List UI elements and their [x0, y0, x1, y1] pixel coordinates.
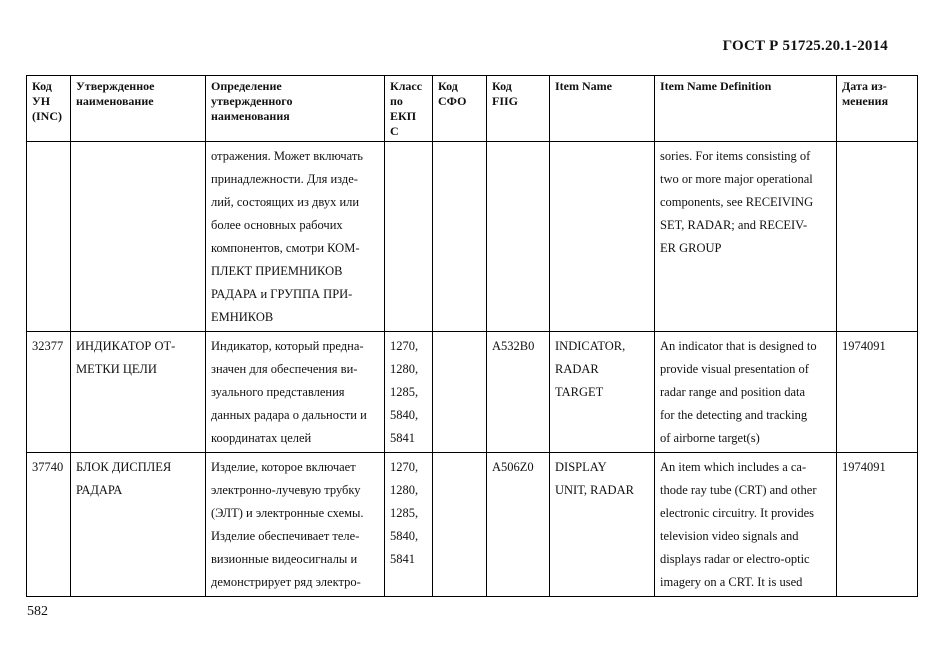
column-header-item-name [550, 76, 655, 142]
cell-fiig-code: A506Z0 [487, 453, 550, 597]
text-line: значен для обеспечения ви- [211, 362, 358, 376]
text-line: Изделие обеспечивает теле- [211, 529, 360, 543]
text-line: 1280, [390, 362, 419, 376]
text-line: imagery on a CRT. It is used [660, 575, 803, 589]
text-line: thode ray tube (CRT) and other [660, 483, 817, 497]
cell-approved-name [71, 332, 206, 453]
cell-change-date [837, 142, 918, 332]
cell-item-name-definition [655, 142, 837, 332]
cell-item-name-definition [655, 453, 837, 597]
text-line: С [390, 124, 399, 138]
text-line: FIIG [492, 94, 519, 108]
text-line: components, see RECEIVING [660, 195, 814, 209]
text-line: визионные видеосигналы и [211, 552, 358, 566]
cell-item-name [550, 453, 655, 597]
text-line: television video signals and [660, 529, 799, 543]
table-row [27, 453, 918, 597]
text-line: Индикатор, который предна- [211, 339, 364, 353]
text-line: РАДАРА и ГРУППА ПРИ- [211, 287, 353, 301]
cell-class [385, 142, 433, 332]
text-line: (ЭЛТ) и электронные схемы. [211, 506, 364, 520]
text-line: ER GROUP [660, 241, 722, 255]
cell-class [385, 453, 433, 597]
cell-fiig-code: A532B0 [487, 332, 550, 453]
text-line: данных радара о дальности и [211, 408, 367, 422]
page-number: 582 [27, 604, 48, 619]
text-line: An indicator that is designed to [660, 339, 817, 353]
table-row [27, 332, 918, 453]
text-line: ИНДИКАТОР ОТ- [76, 339, 176, 353]
text-line: 1270, [390, 460, 419, 474]
text-line: 5840, [390, 408, 419, 422]
text-line: более основных рабочих [211, 218, 343, 232]
text-line: provide visual presentation of [660, 362, 809, 376]
text-line: БЛОК ДИСПЛЕЯ [76, 460, 172, 474]
cell-item-name [550, 332, 655, 453]
text-line: displays radar or electro-optic [660, 552, 810, 566]
text-line: TARGET [555, 385, 604, 399]
text-line: наименование [76, 94, 154, 108]
text-line: утвержденного [211, 94, 293, 108]
text-line: компонентов, смотри КОМ- [211, 241, 360, 255]
text-line: Код [32, 79, 52, 93]
table-header-row [27, 76, 918, 142]
text-line: Item Name [555, 79, 612, 93]
text-line: 1280, [390, 483, 419, 497]
cell-sfo-code [433, 332, 487, 453]
cell-inc: 37740 [27, 453, 71, 597]
cell-sfo-code [433, 142, 487, 332]
cell-name-definition [206, 453, 385, 597]
text-line: лий, состоящих из двух или [211, 195, 360, 209]
text-line: of airborne target(s) [660, 431, 760, 445]
text-line: electronic circuitry. It provides [660, 506, 814, 520]
cell-change-date: 1974091 [837, 453, 918, 597]
text-line: (INC) [32, 109, 62, 123]
text-line: 5841 [390, 552, 415, 566]
cell-inc [27, 142, 71, 332]
text-line: sories. For items consisting of [660, 149, 811, 163]
text-line: Код [438, 79, 458, 93]
text-line: ЕКП [390, 109, 417, 123]
column-header-inc [27, 76, 71, 142]
text-line: принадлежности. Для изде- [211, 172, 358, 186]
text-line: RADAR [555, 362, 599, 376]
text-line: for the detecting and tracking [660, 408, 808, 422]
text-line: ПЛЕКТ ПРИЕМНИКОВ [211, 264, 343, 278]
text-line: отражения. Может включать [211, 149, 363, 163]
text-line: УН [32, 94, 51, 108]
text-line: демонстрирует ряд электро- [211, 575, 361, 589]
text-line: 5840, [390, 529, 419, 543]
text-line: 1285, [390, 506, 419, 520]
text-line: DISPLAY [555, 460, 607, 474]
document-standard-number: ГОСТ Р 51725.20.1-2014 [722, 38, 888, 54]
text-line: radar range and position data [660, 385, 806, 399]
cell-item-name-definition [655, 332, 837, 453]
text-line: Утвержденное [76, 79, 155, 93]
cell-approved-name [71, 453, 206, 597]
text-line: менения [842, 94, 889, 108]
table-row [27, 142, 918, 332]
text-line: two or more major operational [660, 172, 813, 186]
text-line: по [390, 94, 403, 108]
text-line: наименования [211, 109, 290, 123]
text-line: SET, RADAR; and RECEIV- [660, 218, 808, 232]
cell-approved-name [71, 142, 206, 332]
text-line: ЕМНИКОВ [211, 310, 274, 324]
text-line: Item Name Definition [660, 79, 772, 93]
cell-change-date: 1974091 [837, 332, 918, 453]
cell-item-name [550, 142, 655, 332]
cell-name-definition [206, 332, 385, 453]
text-line: Определение [211, 79, 282, 93]
text-line: 1270, [390, 339, 419, 353]
text-line: UNIT, RADAR [555, 483, 634, 497]
cell-class [385, 332, 433, 453]
text-line: Дата из- [842, 79, 887, 93]
text-line: Класс [390, 79, 423, 93]
text-line: INDICATOR, [555, 339, 626, 353]
text-line: электронно-лучевую трубку [211, 483, 361, 497]
text-line: МЕТКИ ЦЕЛИ [76, 362, 157, 376]
column-header-class [385, 76, 433, 142]
text-line: СФО [438, 94, 467, 108]
text-line: 5841 [390, 431, 415, 445]
column-header-change-date [837, 76, 918, 142]
column-header-item-name-definition [655, 76, 837, 142]
text-line: зуального представления [211, 385, 345, 399]
text-line: An item which includes a ca- [660, 460, 807, 474]
cell-inc: 32377 [27, 332, 71, 453]
text-line: 1285, [390, 385, 419, 399]
text-line: Изделие, которое включает [211, 460, 356, 474]
cell-name-definition [206, 142, 385, 332]
column-header-fiig-code [487, 76, 550, 142]
column-header-name-definition [206, 76, 385, 142]
nomenclature-table [26, 75, 918, 597]
column-header-sfo-code [433, 76, 487, 142]
column-header-approved-name [71, 76, 206, 142]
cell-fiig-code [487, 142, 550, 332]
text-line: координатах целей [211, 431, 312, 445]
text-line: РАДАРА [76, 483, 123, 497]
cell-sfo-code [433, 453, 487, 597]
text-line: Код [492, 79, 512, 93]
